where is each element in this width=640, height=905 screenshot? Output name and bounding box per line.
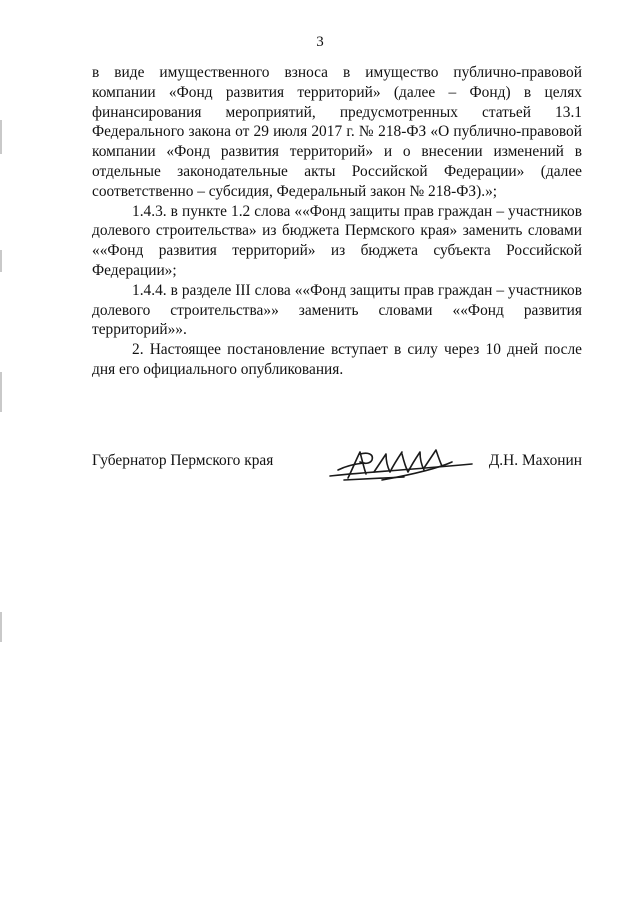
- paragraph-continuation: в виде имущественного взноса в имущество публично-правовой компании «Фонд развития территорий» (далее – Фонд) в целях финансирования мероприятий, предусмотренных статьей 13.1 Федерального закона от 29 июля 2017 г. № 218-ФЗ «О публично-правовой компании «Фонд развития территорий» и о внесении изменений в отдельные законодательные акты Российской Федерации» (далее соответственно – субсидия, Федеральный закон № 218-ФЗ).»;: [92, 64, 582, 200]
- paragraph-item-1-4-3: 1.4.3. в пункте 1.2 слова ««Фонд защиты прав граждан – участников долевого строительства» из бюджета Пермского края» заменить словами ««Фонд развития территорий» из бюджета субъекта Российской Федерации»;: [92, 202, 582, 279]
- scan-edge-mark: [0, 372, 2, 412]
- signatory-position: Губернатор Пермского края: [92, 452, 274, 469]
- page-number: 3: [316, 34, 324, 50]
- scan-edge-mark: [0, 250, 2, 272]
- signatory-name: Д.Н. Махонин: [488, 452, 582, 469]
- paragraph-item-2: 2. Настоящее постановление вступает в силу через 10 дней после дня его официального опубликования.: [92, 341, 582, 378]
- scan-edge-mark: [0, 612, 2, 642]
- handwritten-signature-icon: [324, 440, 474, 484]
- document-body: [92, 63, 582, 380]
- signature-block: [92, 440, 582, 500]
- scan-edge-mark: [0, 120, 2, 154]
- paragraph-item-1-4-4: 1.4.4. в разделе III слова ««Фонд защиты прав граждан – участников долевого строительства»» заменить словами ««Фонд развития территорий»».: [92, 281, 582, 339]
